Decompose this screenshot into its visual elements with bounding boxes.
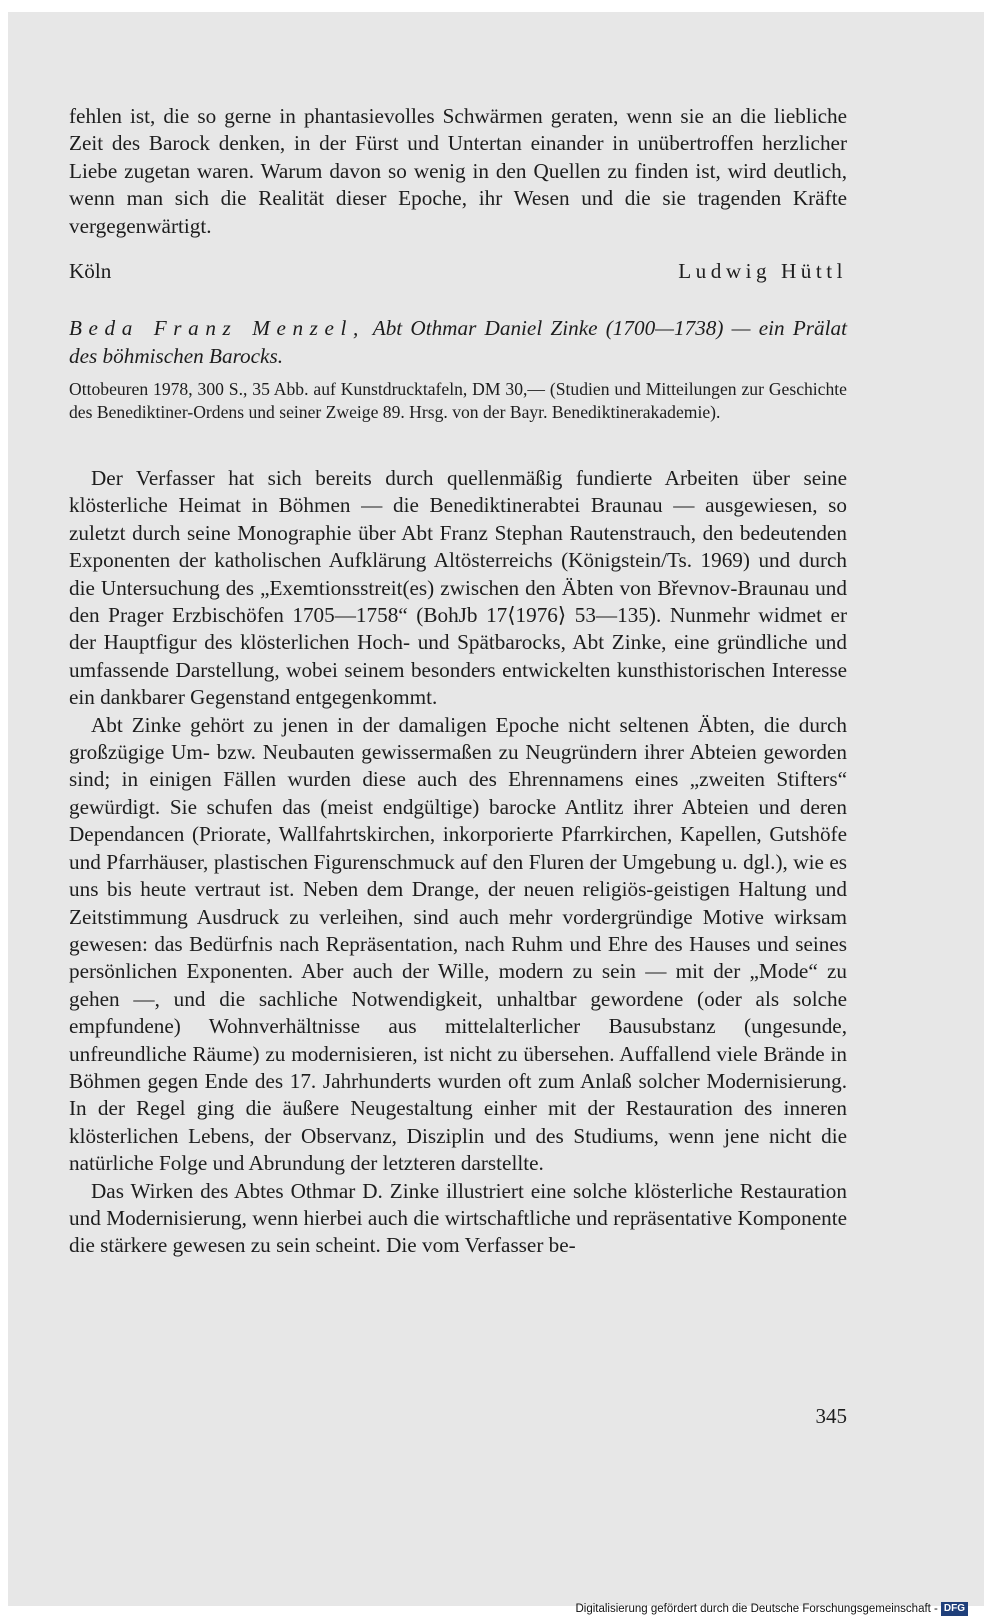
signature-place: Köln xyxy=(69,259,112,283)
page-number: 345 xyxy=(815,1404,847,1428)
review-author: Beda Franz Menzel, xyxy=(69,316,365,340)
body-paragraph-3: Das Wirken des Abtes Othmar D. Zinke illustriert eine solche klösterliche Restauration und Modernisierung, wenn hierbei auch die wirtschaftliche und repräsentative Komponente die stärkere gewesen zu sein scheint. Die vom Verfasser be- xyxy=(69,1178,847,1258)
body-paragraph-1: Der Verfasser hat sich bereits durch quellenmäßig fundierte Arbeiten über seine klösterliche Heimat in Böhmen — die Benediktinerabtei Braunau — ausgewiesen, so zuletzt durch seine Monographie über Abt Franz Stephan Rautenstrauch, den bedeutenden Exponenten der katholischen Aufklärung Altösterreichs (Königstein/Ts. 1969) und durch die Untersuchung des „Exemtionsstreit(es) zwischen den Äbten von Břevnov-Braunau und den Prager Erzbischöfen 1705—1758“ (BohJb 17⟨1976⟩ 53—135). Nunmehr widmet er der Hauptfigur des klösterlichen Hoch- und Spätbarocks, Abt Zinke, eine gründliche und umfassende Darstellung, wobei seinem besonders entwickelten kunsthistorischen Interesse ein dankbarer Gegenstand entgegenkommt. xyxy=(69,466,847,710)
footer-credit xyxy=(575,1600,968,1618)
signature-author: Ludwig Hüttl xyxy=(678,259,847,283)
top-paragraph: fehlen ist, die so gerne in phantasievolles Schwärmen geraten, wenn sie an die liebliche Zeit des Barock denken, in der Fürst und Untertan einander in unübertroffen herzlicher Liebe zugetan waren. Warum davon so wenig in den Quellen zu finden ist, wird deutlich, wenn man sich die Realität dieser Epoche, ihr Wesen und die sie tragenden Kräfte vergegenwärtigt. xyxy=(69,104,847,238)
review-heading xyxy=(69,314,847,370)
footer-text: Digitalisierung gefördert durch die Deutsche Forschungsgemeinschaft - xyxy=(575,1603,938,1615)
body-text xyxy=(69,465,847,1260)
dfg-logo: DFG xyxy=(941,1602,968,1616)
review-title: Abt Othmar Daniel Zinke (1700—1738) — ein Prälat des böhmischen Barocks. xyxy=(69,316,847,368)
body-paragraph-2: Abt Zinke gehört zu jenen in der damaligen Epoche nicht seltenen Äbten, die durch großzügige Um- bzw. Neubauten gewissermaßen zu Neugründern ihrer Abteien geworden sind; in einigen Fällen wurden diese auch des Ehrennamens eines „zweiten Stifters“ gewürdigt. Sie schufen das (meist endgültige) barocke Antlitz ihrer Abteien und deren Dependancen (Priorate, Wallfahrtskirchen, inkorporierte Pfarrkirchen, Kapellen, Gutshöfe und Pfarrhäuser, plastischen Figurenschmuck auf den Fluren der Umgebung u. dgl.), wie es uns bis heute vertraut ist. Neben dem Drange, der neuen religiös-geistigen Haltung und Zeitstimmung Ausdruck zu verleihen, sind auch mehr vordergründige Motive wirksam gewesen: das Bedürfnis nach Repräsentation, nach Ruhm und Ehre des Hauses und seines persönlichen Exponenten. Aber auch der Wille, modern zu sein — mit der „Mode“ zu gehen —, und die sachliche Notwendigkeit, unhaltbar gewordene (oder als solche empfundene) Wohnverhältnisse aus mittelalterlicher Bausubstanz (ungesunde, unfreundliche Räume) zu modernisieren, ist nicht zu übersehen. Auffallend viele Brände in Böhmen gegen Ende des 17. Jahrhunderts wurden oft zum Anlaß solcher Modernisierung. In der Regel ging die äußere Neugestaltung einher mit der Restauration des inneren klösterlichen Lebens, der Observanz, Disziplin und des Studiums, wenn jene nicht die natürliche Folge und Abrundung der letzteren darstellte. xyxy=(69,712,847,1176)
review-bibliography: Ottobeuren 1978, 300 S., 35 Abb. auf Kunstdrucktafeln, DM 30,— (Studien und Mitteilungen zur Geschichte des Benediktiner-Ordens und seiner Zweige 89. Hrsg. von der Bayr. Benediktinerakademie). xyxy=(69,379,847,422)
